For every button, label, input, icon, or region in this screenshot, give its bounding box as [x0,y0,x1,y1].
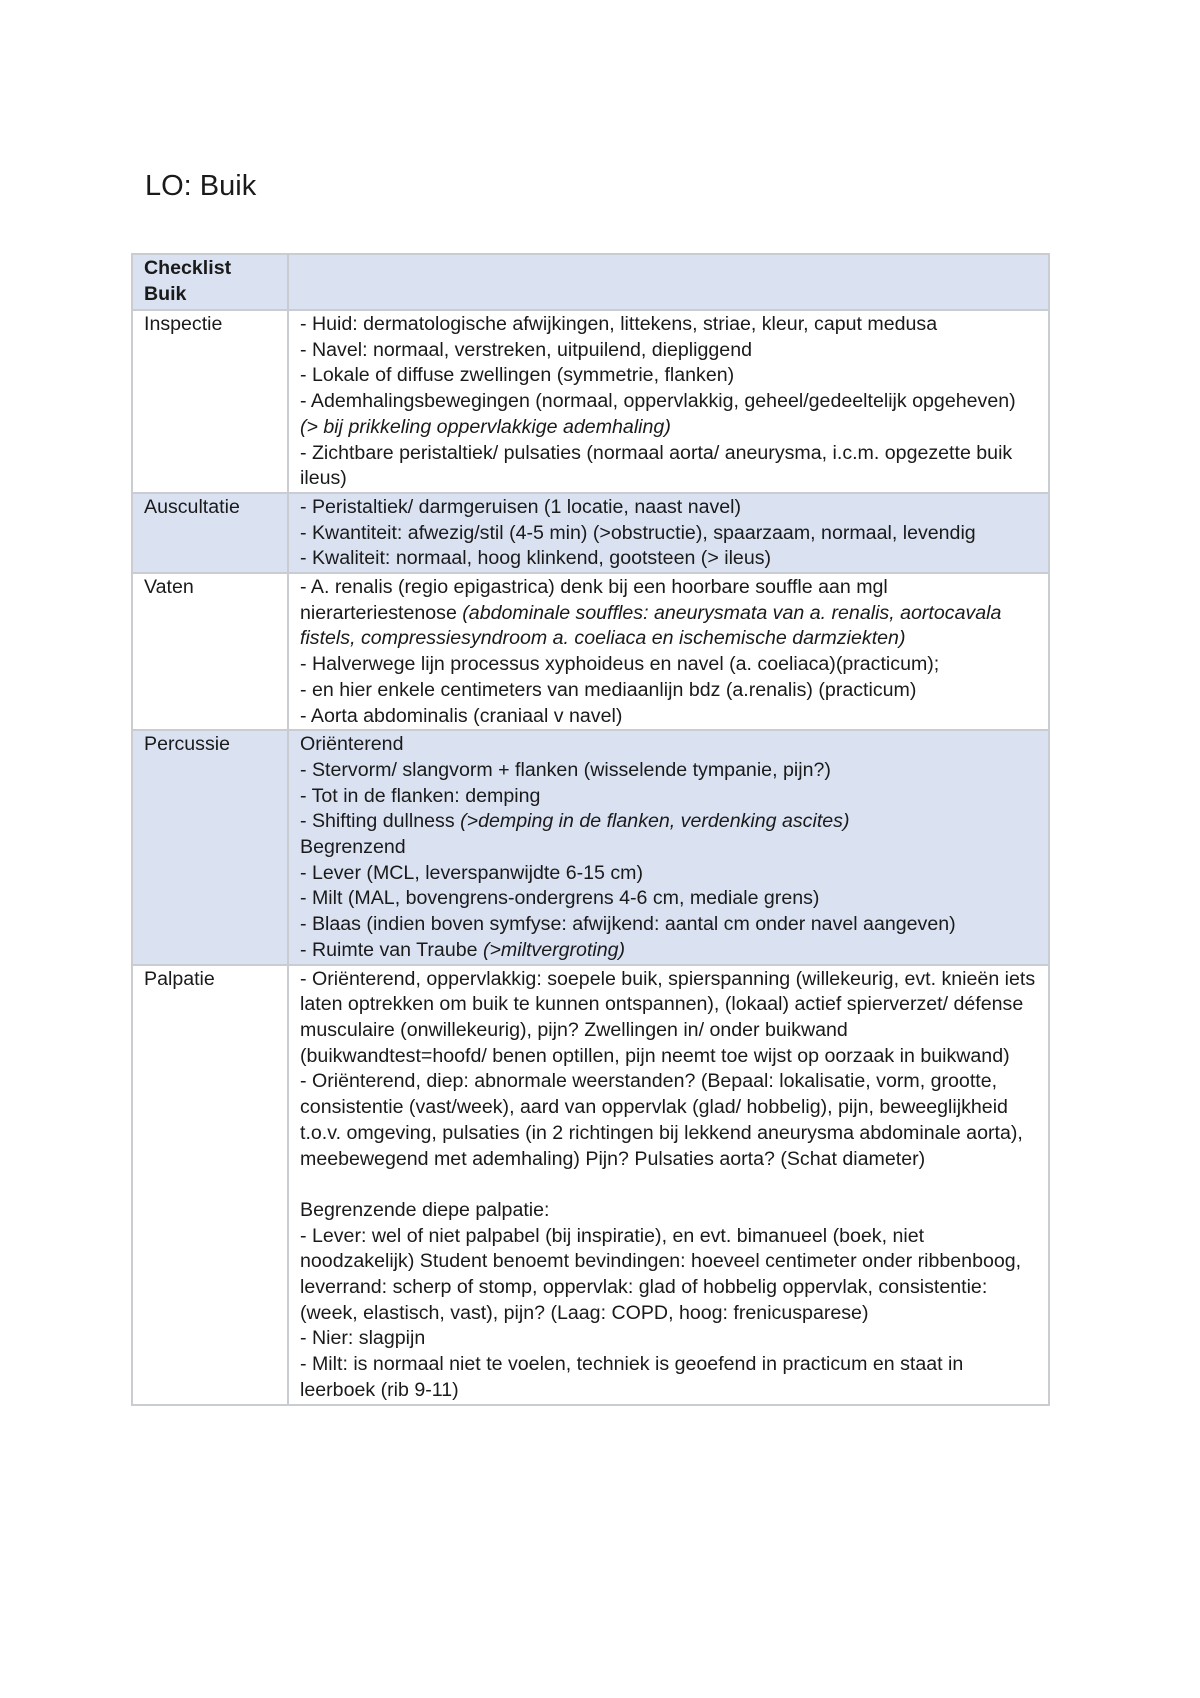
table-row-auscultatie [132,493,1049,573]
content-italic-note: (>demping in de flanken, verdenking ascites) [460,810,850,833]
content-line: - Oriënterend, diep: abnormale weerstanden? (Bepaal: lokalisatie, vorm, grootte, consistentie (vast/week), aard van oppervlak (glad/ hobbelig), pijn, beweeglijkheid t.o.v. omgeving, pulsaties (in 2 richtingen bij lekkend aneurysma abdominale aorta), meebewegend met ademhaling) Pijn? Pulsaties aorta? (Schat diameter) [300,1070,1023,1170]
content-line: - Peristaltiek/ darmgeruisen (1 locatie, naast navel) [300,495,742,518]
content-line: - Lokale of diffuse zwellingen (symmetrie, flanken) [300,364,735,387]
table-row-vaten [132,573,1049,730]
content-line: - Milt: is normaal niet te voelen, techniek is geoefend in practicum en staat in leerboek (rib 9-11) [300,1353,964,1401]
content-line: - en hier enkele centimeters van mediaanlijn bdz (a.renalis) (practicum) [300,678,917,701]
content-line: - Milt (MAL, bovengrens-ondergrens 4-6 cm, mediale grens) [300,887,820,910]
content-line [300,389,1037,440]
content-line: - Halverwege lijn processus xyphoideus en navel (a. coeliaca)(practicum); [300,653,940,676]
content-line: - Tot in de flanken: demping [300,784,541,807]
table-row-inspectie [132,310,1049,493]
header-cell-checklist [132,254,288,310]
table-row-percussie [132,730,1049,964]
content-line: - Oriënterend, oppervlakkig: soepele buik, spierspanning (willekeurig, evt. knieën iets laten optrekken om buik te kunnen ontspannen), (lokaal) actief spierverzet/ défense musculaire (onwillekeurig), pijn? Zwellingen in/ onder buikwand (buikwandtest=hoofd/ benen optillen, pijn neemt toe wijst op oorzaak in buikwand) [300,967,1036,1067]
content-subheading: Oriënterend [300,733,404,756]
content-line: - Kwaliteit: normaal, hoog klinkend, gootsteen (> ileus) [300,547,772,570]
content-line [300,938,1037,964]
row-content [288,965,1049,1405]
table-header-row [132,254,1049,310]
page-title: LO: Buik [145,170,257,202]
content-text: - Shifting dullness [300,810,461,833]
content-text: - Ruimte van Traube [300,938,483,961]
row-content [288,493,1049,573]
content-italic-note: (abdominale souffles: aneurysmata van a. renalis, aortocavala fistels, compressiesyndroom a. coeliaca en ischemische darmziekten) [300,601,1002,650]
row-label: Palpatie [132,965,288,1405]
content-subheading: Begrenzend [300,836,406,859]
content-text: - Ademhalingsbewegingen (normaal, oppervlakkig, geheel/gedeeltelijk opgeheven) [300,390,1016,413]
content-line: - Navel: normaal, verstreken, uitpuilend, diepliggend [300,338,752,361]
content-subheading: Begrenzende diepe palpatie: [300,1198,550,1221]
content-line: - Nier: slagpijn [300,1327,426,1350]
content-line [300,575,1037,652]
row-content [288,573,1049,730]
content-line: - Stervorm/ slangvorm + flanken (wisselende tympanie, pijn?) [300,758,831,781]
content-line [300,809,1037,835]
content-line: - Huid: dermatologische afwijkingen, littekens, striae, kleur, caput medusa [300,313,938,335]
content-line: - Lever: wel of niet palpabel (bij inspiratie), en evt. bimanueel (boek, niet noodzakelijk) Student benoemt bevindingen: hoeveel centimeter onder ribbenboog, leverrand: scherp of stomp, oppervlak: glad of hobbelig oppervlak, consistentie: (week, elastisch, vast), pijn? (Laag: COPD, hoog: frenicusparese) [300,1224,1022,1324]
content-line: - Kwantiteit: afwezig/stil (4-5 min) (>obstructie), spaarzaam, normaal, levendig [300,521,976,544]
content-italic-note: (>miltvergroting) [482,938,626,961]
content-line: - Blaas (indien boven symfyse: afwijkend: aantal cm onder navel aangeven) [300,913,956,936]
row-label: Inspectie [132,310,288,493]
row-label: Percussie [132,730,288,964]
blank-line-spacer [300,1172,1037,1198]
checklist-table [131,253,1050,1406]
table-row-palpatie [132,965,1049,1405]
content-line: - Lever (MCL, leverspanwijdte 6-15 cm) [300,861,644,884]
header-cell-empty [288,254,1049,310]
header-label-line: Buik [144,282,187,305]
content-italic-note: (> bij prikkeling oppervlakkige ademhaling) [300,415,671,438]
header-label-line: Checklist [144,257,232,279]
row-content [288,310,1049,493]
row-label: Auscultatie [132,493,288,573]
row-content [288,730,1049,964]
content-text: - A. renalis (regio epigastrica) denk bij een hoorbare souffle aan mgl nierarteriestenose [300,576,888,624]
row-label: Vaten [132,573,288,730]
content-line: - Aorta abdominalis (craniaal v navel) [300,704,623,727]
content-line: - Zichtbare peristaltiek/ pulsaties (normaal aorta/ aneurysma, i.c.m. opgezette buik ileus) [300,441,1013,490]
